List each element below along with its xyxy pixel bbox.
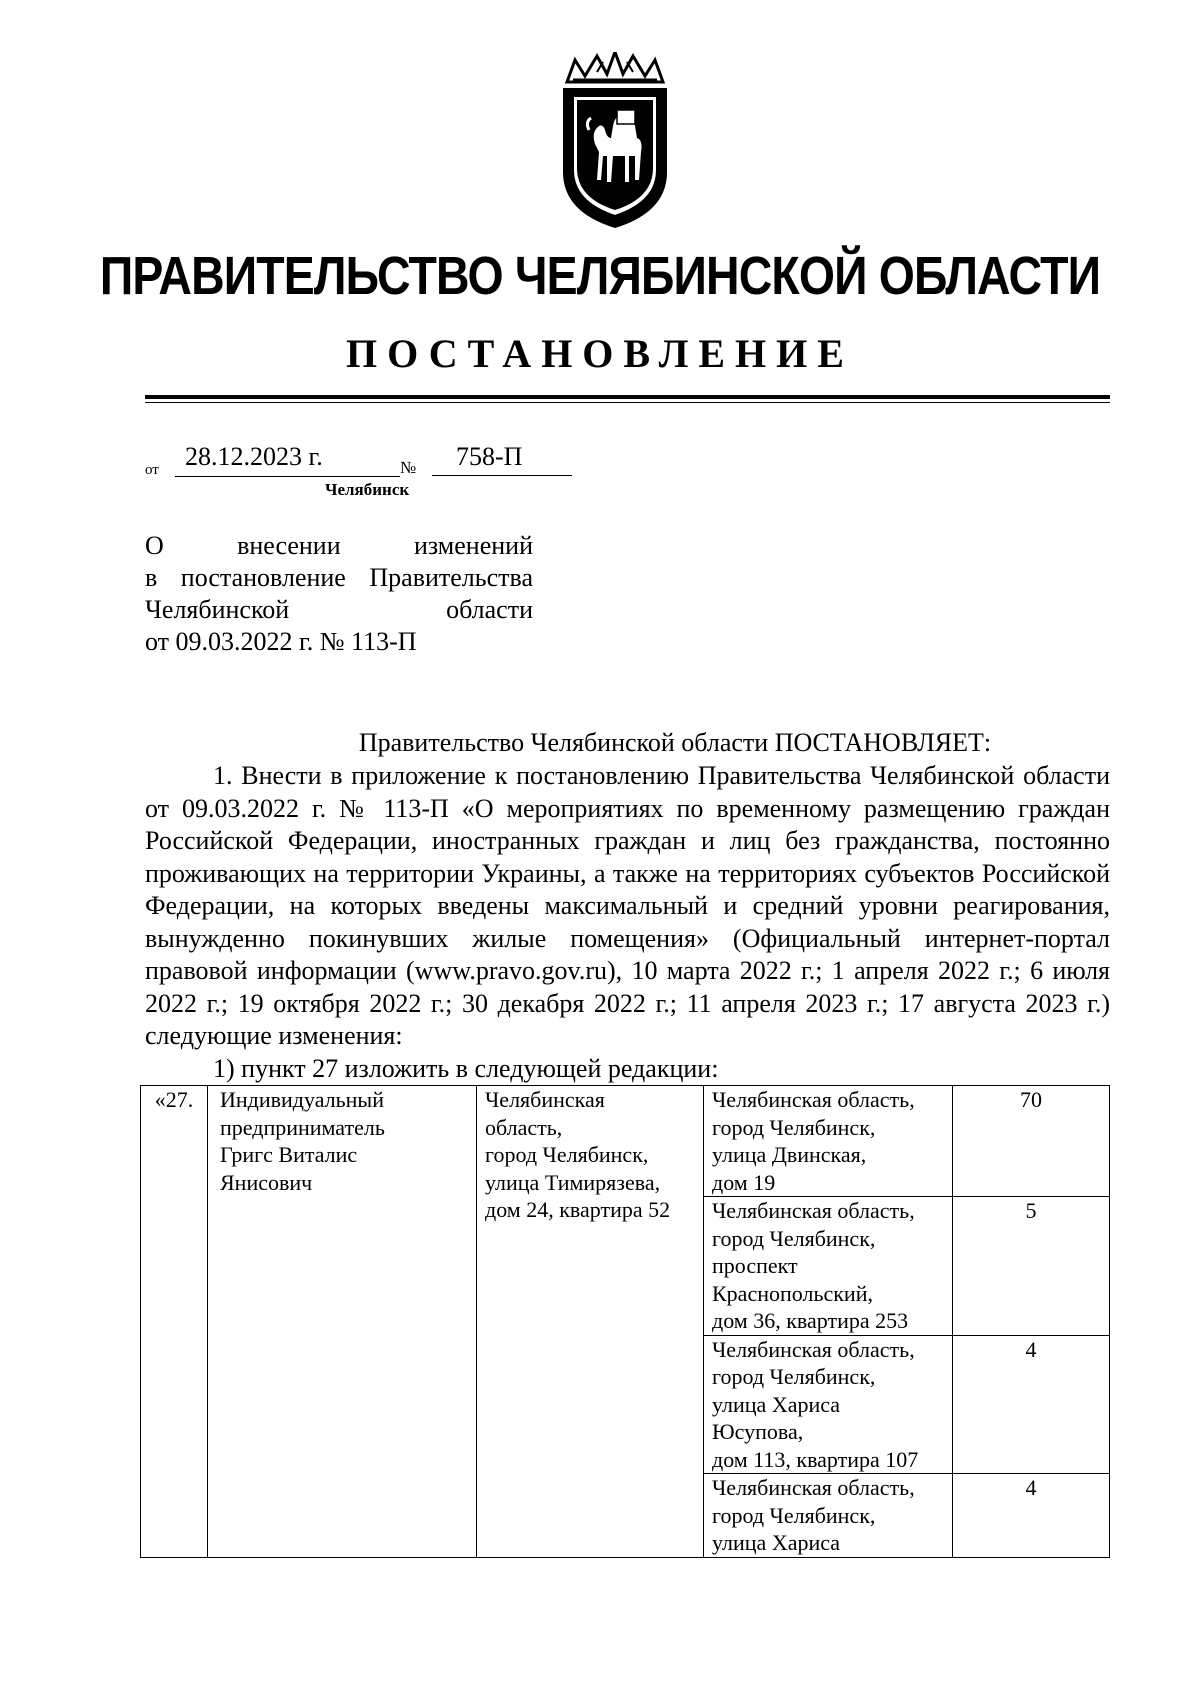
site-address bbox=[704, 1197, 953, 1336]
header-rule-thick bbox=[145, 395, 1110, 399]
site-line: Челябинская область, bbox=[712, 1198, 915, 1223]
site-line: город Челябинск, bbox=[712, 1502, 876, 1528]
document-number: 758-П bbox=[432, 442, 572, 476]
entity-line: Григс Виталис bbox=[220, 1142, 358, 1167]
site-count: 5 bbox=[953, 1197, 1110, 1336]
subject-line: О внесении изменений bbox=[145, 531, 533, 560]
decree-statement: Правительство Челябинской области ПОСТАНОВЛЯЕТ: bbox=[358, 728, 992, 757]
address-line: город Челябинск, bbox=[485, 1142, 649, 1167]
site-line: улица Хариса bbox=[712, 1530, 841, 1555]
coat-of-arms-icon bbox=[545, 52, 685, 230]
table-row bbox=[141, 1086, 1110, 1197]
entity-line: предприниматель bbox=[220, 1114, 385, 1140]
subject-line: в постановление Правительства bbox=[145, 563, 533, 592]
date-prefix-label: от bbox=[145, 462, 159, 478]
item-1-intro: 1) пункт 27 изложить в следующей редакции: bbox=[213, 1054, 719, 1083]
site-line: город Челябинск, bbox=[712, 1225, 876, 1251]
site-line: улица Двинская, bbox=[712, 1142, 867, 1167]
site-address bbox=[704, 1086, 953, 1197]
site-line: дом 36, квартира 253 bbox=[712, 1308, 909, 1333]
address-line: улица Тимирязева, bbox=[485, 1169, 661, 1195]
entries-table bbox=[140, 1085, 1110, 1558]
site-count: 4 bbox=[953, 1474, 1110, 1558]
entity-line: Индивидуальный bbox=[220, 1087, 384, 1112]
subject-line: от 09.03.2022 г. № 113-П bbox=[145, 627, 417, 656]
subject-line: Челябинской области bbox=[145, 595, 533, 624]
site-line: город Челябинск, bbox=[712, 1114, 876, 1140]
site-line: улица Хариса bbox=[712, 1391, 841, 1417]
entry-address bbox=[477, 1086, 704, 1558]
entry-entity bbox=[208, 1086, 477, 1558]
document-type: ПОСТАНОВЛЕНИЕ bbox=[346, 331, 854, 376]
entity-line: Янисович bbox=[220, 1169, 313, 1195]
site-count: 70 bbox=[953, 1086, 1110, 1197]
document-date: 28.12.2023 г. bbox=[175, 442, 400, 477]
number-label: № bbox=[400, 458, 417, 477]
site-line: Юсупова, bbox=[712, 1419, 804, 1444]
site-address bbox=[704, 1474, 953, 1558]
document-city: Челябинск bbox=[325, 480, 410, 499]
site-line: дом 19 bbox=[712, 1169, 776, 1195]
address-line: дом 24, квартира 52 bbox=[485, 1197, 671, 1222]
site-line: Челябинская область, bbox=[712, 1336, 915, 1362]
address-line: Челябинская bbox=[485, 1087, 605, 1112]
site-count: 4 bbox=[953, 1335, 1110, 1474]
document-subject bbox=[145, 530, 533, 658]
organization-title: ПРАВИТЕЛЬСТВО ЧЕЛЯБИНСКОЙ ОБЛАСТИ bbox=[99, 246, 1101, 306]
site-line: Челябинская область, bbox=[712, 1087, 915, 1112]
site-address bbox=[704, 1335, 953, 1474]
entry-number: «27. bbox=[141, 1086, 208, 1558]
paragraph-1: 1. Внести в приложение к постановлению Правительства Челябинской области от 09.03.2022 г. № 113-П «О мероприятиях по временному размещению граждан Российской Федерации, иностранных граждан и лиц без гражданства, постоянно проживающих на территории Украины, а также на территориях субъектов Российской Федерации, на которых введены максимальный и средний уровни реагирования, вынужденно покинувших жилые помещения» (Официальный интернет-портал правовой информации (www.pravo.gov.ru), 10 марта 2022 г.; 1 апреля 2022 г.; 6 июля 2022 г.; 19 октября 2022 г.; 30 декабря 2022 г.; 11 апреля 2023 г.; 17 августа 2023 г.) следующие изменения: bbox=[145, 761, 1110, 1050]
site-line: Краснопольский, bbox=[712, 1280, 873, 1306]
site-line: Челябинская область, bbox=[712, 1475, 915, 1500]
address-line: область, bbox=[485, 1114, 563, 1140]
header-rule-thin bbox=[145, 402, 1110, 403]
site-line: проспект bbox=[712, 1253, 798, 1278]
site-line: дом 113, квартира 107 bbox=[712, 1446, 919, 1472]
site-line: город Челябинск, bbox=[712, 1364, 876, 1389]
